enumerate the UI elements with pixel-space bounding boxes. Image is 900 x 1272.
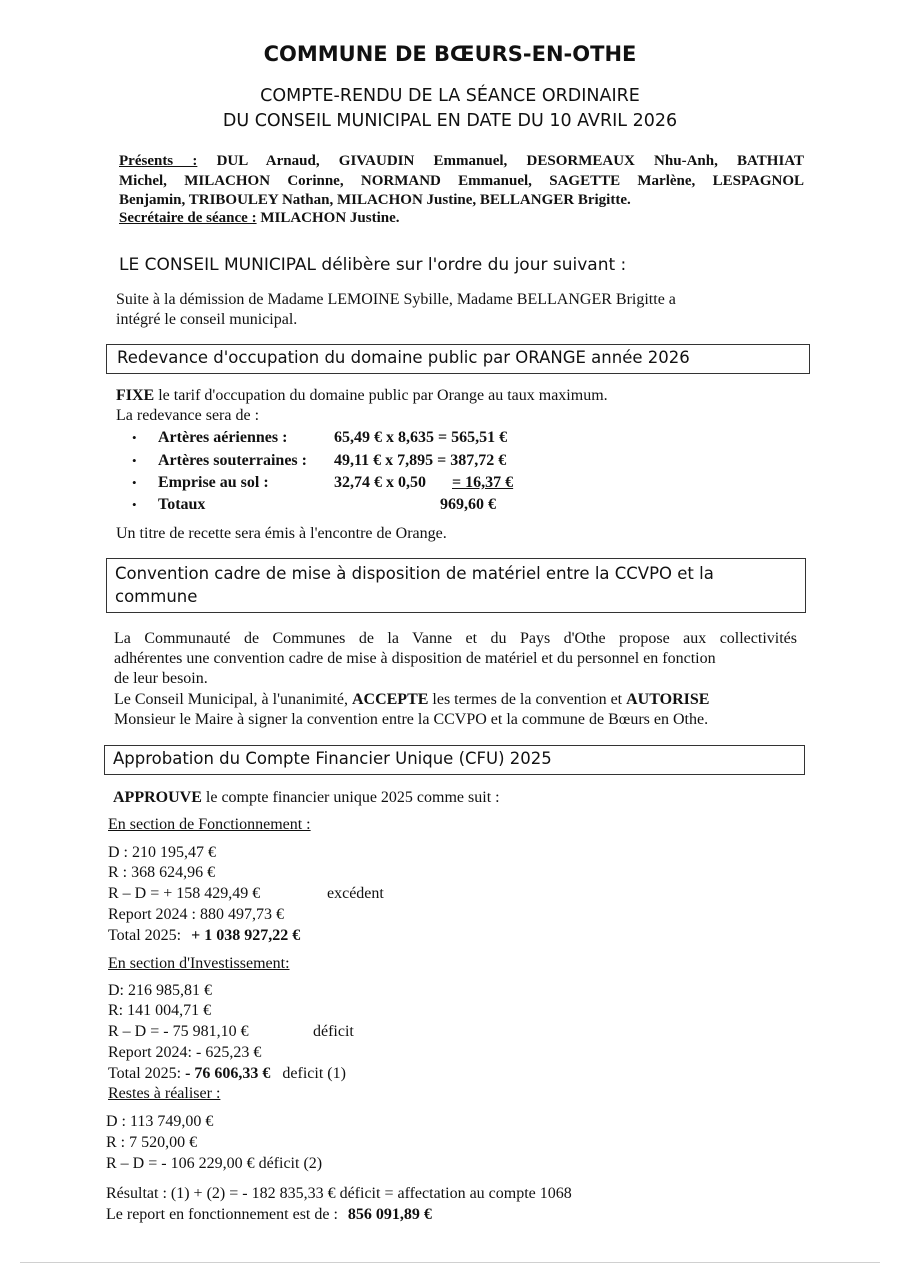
section-heading-cfu — [104, 745, 805, 775]
item-calc-emprise-left: 32,74 € x 0,50 — [334, 474, 426, 491]
item-total-value: 969,60 € — [440, 496, 496, 513]
investissement-title: En section d'Investissement: — [108, 955, 290, 972]
investissement-total — [108, 1065, 346, 1083]
attendees-line1 — [119, 153, 804, 170]
secretary-label: Secrétaire de séance : — [119, 210, 257, 226]
report-fonctionnement-line — [106, 1206, 432, 1224]
investissement-report: Report 2024: - 625,23 € — [108, 1044, 262, 1061]
item-label-totaux: Totaux — [158, 496, 206, 513]
convention-p2-line1 — [114, 691, 709, 709]
attendees-line2: Michel, MILACHON Corinne, NORMAND Emmanuel, SAGETTE Marlène, LESPAGNOL — [119, 173, 804, 189]
titre-recette-line: Un titre de recette sera émis à l'encontre de Orange. — [116, 525, 447, 542]
fonctionnement-rd-note: excédent — [327, 885, 384, 902]
report-subtitle-line1: COMPTE-RENDU DE LA SÉANCE ORDINAIRE — [260, 86, 640, 106]
investissement-rd: R – D = - 75 981,10 € — [108, 1023, 249, 1040]
accepte-word: ACCEPTE — [351, 691, 429, 708]
scan-edge-line — [20, 1262, 880, 1263]
bullet-marker: • — [132, 453, 137, 468]
section-heading-convention-line2: commune — [115, 587, 198, 606]
fonctionnement-report: Report 2024 : 880 497,73 € — [108, 906, 284, 923]
item-calc-emprise-right: = 16,37 € — [452, 474, 514, 491]
bullet-marker: • — [132, 475, 137, 490]
fonctionnement-r: R : 368 624,96 € — [108, 864, 216, 881]
convention-p1-line3: de leur besoin. — [114, 670, 208, 687]
item-label-aeriennes: Artères aériennes : — [158, 429, 288, 446]
item-label-emprise: Emprise au sol : — [158, 474, 269, 491]
section-heading-redevance-text: Redevance d'occupation du domaine public par ORANGE année 2026 — [117, 348, 690, 367]
bullet-marker: • — [132, 430, 137, 445]
report-fonctionnement-value: 856 091,89 € — [347, 1206, 432, 1223]
fonctionnement-rd: R – D = + 158 429,49 € — [108, 885, 261, 902]
fonctionnement-total-value: + 1 038 927,22 € — [191, 927, 301, 944]
agenda-intro: LE CONSEIL MUNICIPAL délibère sur l'ordre du jour suivant : — [119, 255, 627, 275]
resultat-line: Résultat : (1) + (2) = - 182 835,33 € déficit = affectation au compte 1068 — [106, 1185, 572, 1202]
attendees-line3: Benjamin, TRIBOULEY Nathan, MILACHON Justine, BELLANGER Brigitte. — [119, 192, 631, 208]
section-heading-cfu-text: Approbation du Compte Financier Unique (CFU) 2025 — [113, 749, 552, 768]
convention-p1-line2: adhérentes une convention cadre de mise à disposition de matériel et du personnel en fonction — [114, 650, 716, 667]
fixe-word: FIXE — [116, 387, 155, 404]
fixe-line — [116, 387, 608, 405]
bullet-marker: • — [132, 497, 137, 512]
secretary-line — [119, 210, 400, 227]
investissement-r: R: 141 004,71 € — [108, 1002, 212, 1019]
fonctionnement-title: En section de Fonctionnement : — [108, 816, 311, 833]
resignation-line2: intégré le conseil municipal. — [116, 311, 298, 328]
fixe-text: le tarif d'occupation du domaine public par Orange au taux maximum. — [158, 387, 608, 404]
restes-title: Restes à réaliser : — [108, 1085, 221, 1102]
convention-p2-line2: Monsieur le Maire à signer la convention entre la CCVPO et la commune de Bœurs en Othe. — [114, 711, 709, 728]
item-calc-aeriennes: 65,49 € x 8,635 = 565,51 € — [334, 429, 508, 446]
restes-rd: R – D = - 106 229,00 € déficit (2) — [106, 1155, 323, 1172]
approuve-line — [113, 789, 500, 807]
investissement-total-label: Total 2025: — [108, 1065, 182, 1082]
resignation-line1: Suite à la démission de Madame LEMOINE Sybille, Madame BELLANGER Brigitte a — [116, 291, 676, 308]
investissement-rd-note: déficit — [313, 1023, 354, 1040]
restes-d: D : 113 749,00 € — [106, 1113, 214, 1130]
fonctionnement-total-label: Total 2025: — [108, 927, 182, 944]
commune-title: COMMUNE DE BŒURS-EN-OTHE — [263, 42, 637, 66]
attendees-label: Présents : — [119, 153, 198, 169]
investissement-total-value: - 76 606,33 € — [185, 1065, 271, 1082]
convention-p1-line1: La Communauté de Communes de la Vanne et du Pays d'Othe propose aux collectivités — [114, 630, 797, 647]
section-heading-redevance — [106, 344, 810, 374]
fonctionnement-total — [108, 927, 300, 945]
redevance-intro: La redevance sera de : — [116, 407, 260, 424]
item-calc-souterraines: 49,11 € x 7,895 = 387,72 € — [334, 452, 507, 469]
secretary-name: MILACHON Justine. — [260, 210, 400, 226]
convention-p2-text-b: les termes de la convention et — [432, 691, 623, 708]
approuve-word: APPROUVE — [113, 789, 202, 806]
report-subtitle-line2: DU CONSEIL MUNICIPAL EN DATE DU 10 AVRIL 2026 — [222, 111, 678, 131]
attendees-names-1: DUL Arnaud, GIVAUDIN Emmanuel, DESORMEAUX Nhu-Anh, BATHIAT — [216, 153, 805, 169]
section-heading-convention-line1: Convention cadre de mise à disposition de matériel entre la CCVPO et la — [115, 564, 714, 583]
item-label-souterraines: Artères souterraines : — [158, 452, 307, 469]
report-fonctionnement-label: Le report en fonctionnement est de : — [106, 1206, 338, 1223]
investissement-total-note: deficit (1) — [282, 1065, 346, 1082]
convention-p2-text-a: Le Conseil Municipal, à l'unanimité, — [114, 691, 348, 708]
restes-r: R : 7 520,00 € — [106, 1134, 198, 1151]
fonctionnement-d: D : 210 195,47 € — [108, 844, 216, 861]
autorise-word: AUTORISE — [626, 691, 710, 708]
section-heading-convention — [106, 558, 806, 613]
approuve-text: le compte financier unique 2025 comme suit : — [205, 789, 500, 806]
investissement-d: D: 216 985,81 € — [108, 982, 212, 999]
